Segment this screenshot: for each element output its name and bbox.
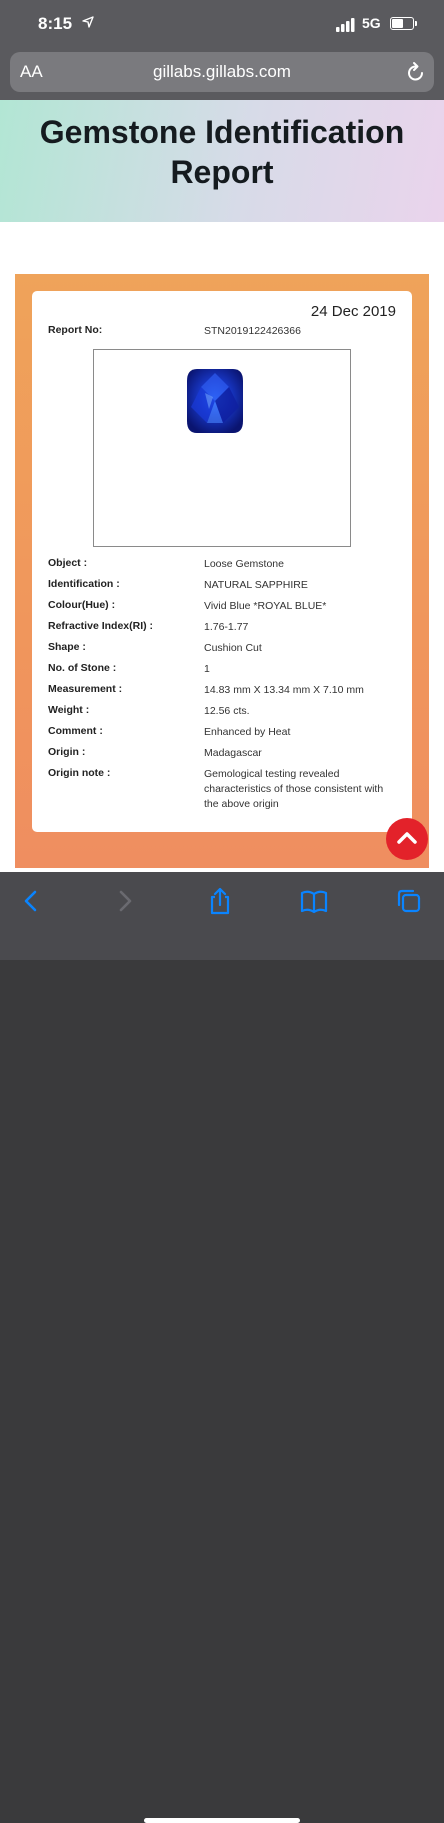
field-label: Origin :	[48, 746, 86, 758]
browser-top-bar	[0, 0, 444, 100]
chevron-right-icon	[110, 886, 140, 916]
signal-bars-icon	[336, 18, 356, 32]
field-label: Origin note :	[48, 767, 111, 779]
bookmarks-button[interactable]	[299, 886, 329, 916]
field-value: Gemological testing revealed characteristics of those consistent with the above origin	[204, 768, 384, 810]
share-button[interactable]	[205, 886, 235, 916]
forward-button[interactable]	[110, 886, 140, 916]
field-label: Shape :	[48, 641, 86, 653]
chevron-up-icon	[386, 818, 428, 860]
field-value: NATURAL SAPPHIRE	[204, 579, 308, 591]
text-size-label: AA	[20, 62, 43, 81]
field-label: Refractive Index(RI) :	[48, 620, 154, 632]
field-value: 12.56 cts.	[204, 705, 250, 717]
scroll-to-top-button[interactable]	[386, 818, 428, 860]
report-number-label: Report No:	[48, 324, 103, 336]
field-value: Enhanced by Heat	[204, 726, 291, 738]
report-date: 24 Dec 2019	[310, 303, 396, 320]
gemstone-photo	[93, 349, 351, 547]
field-value: Madagascar	[204, 747, 262, 759]
address-bar[interactable]	[10, 52, 434, 92]
field-label: Measurement :	[48, 683, 123, 695]
field-label: No. of Stone :	[48, 662, 117, 674]
page-header	[0, 100, 444, 222]
url-text[interactable]: gillabs.gillabs.com	[153, 62, 291, 81]
back-button[interactable]	[16, 886, 46, 916]
chevron-left-icon	[16, 886, 46, 916]
tabs-icon	[394, 886, 424, 916]
share-icon	[205, 886, 235, 916]
field-value: Vivid Blue *ROYAL BLUE*	[204, 600, 327, 612]
location-arrow-icon	[82, 15, 94, 31]
field-label: Identification :	[48, 578, 120, 590]
certificate-card	[32, 291, 412, 832]
field-label: Weight :	[48, 704, 90, 716]
field-value: 1	[204, 663, 210, 675]
battery-icon	[390, 17, 414, 30]
sapphire-image	[185, 367, 245, 435]
field-value: Cushion Cut	[204, 642, 262, 654]
report-number-value: STN2019122426366	[204, 325, 301, 337]
book-icon	[299, 886, 329, 916]
status-bar	[0, 0, 444, 48]
browser-toolbar	[0, 872, 444, 960]
network-type: 5G	[362, 15, 381, 31]
field-value: Loose Gemstone	[204, 558, 284, 570]
tabs-button[interactable]	[394, 886, 424, 916]
field-label: Object :	[48, 557, 88, 569]
field-label: Comment :	[48, 725, 103, 737]
page-title: Gemstone Identification Report	[39, 114, 405, 190]
status-time: 8:15	[38, 14, 73, 33]
field-label: Colour(Hue) :	[48, 599, 116, 611]
field-value: 14.83 mm X 13.34 mm X 7.10 mm	[204, 684, 364, 696]
reload-icon[interactable]	[406, 61, 426, 83]
home-indicator	[144, 1818, 300, 1823]
field-value: 1.76-1.77	[204, 621, 249, 633]
